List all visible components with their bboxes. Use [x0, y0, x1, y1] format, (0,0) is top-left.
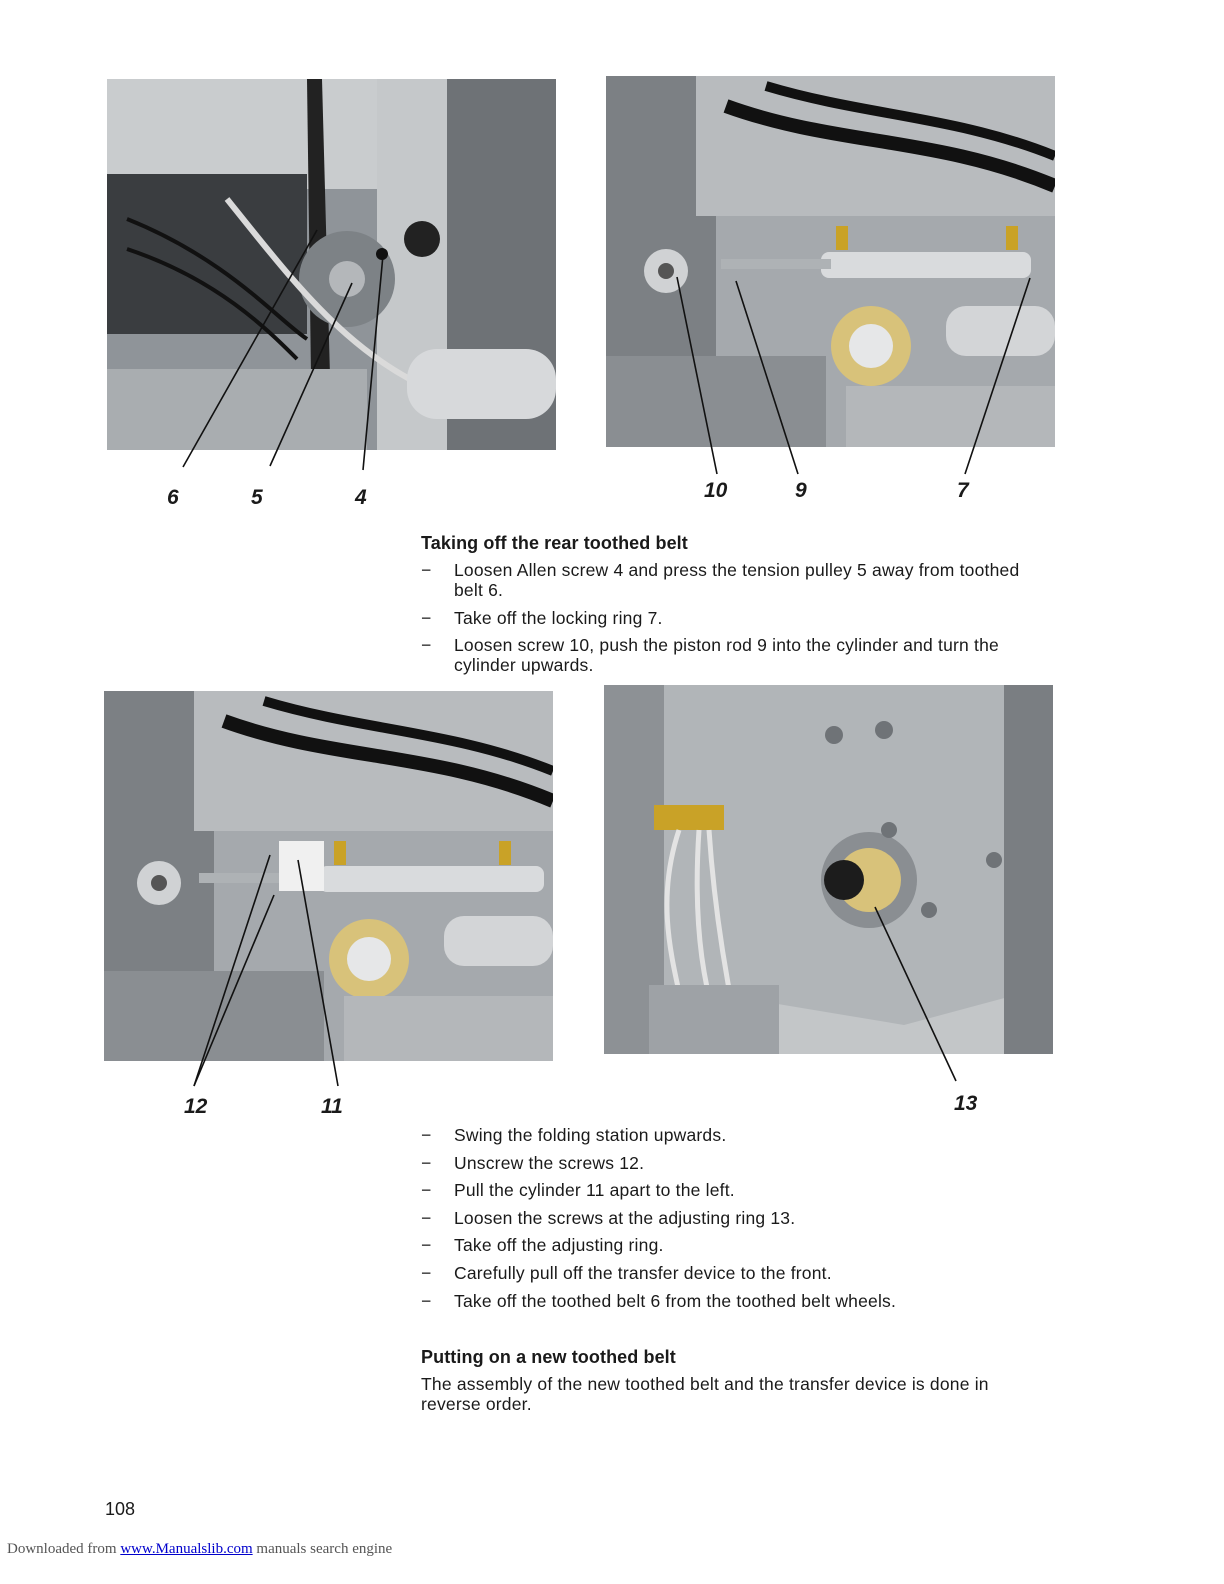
section-taking-off-belt: [421, 533, 1051, 683]
photo-adjusting-ring: [604, 685, 1053, 1054]
callout-13: 13: [954, 1092, 978, 1115]
section-heading: Taking off the rear toothed belt: [421, 533, 688, 553]
list-item: − Take off the locking ring 7.: [421, 608, 1051, 628]
page-number: 108: [105, 1499, 136, 1519]
list-item: − Loosen Allen screw 4 and press the tension pulley 5 away from toothed belt 6.: [421, 560, 1051, 600]
list-item: − Pull the cylinder 11 apart to the left.: [421, 1180, 1051, 1200]
callout-6: 6: [167, 486, 179, 509]
download-footer: [7, 1541, 392, 1558]
section-heading: Putting on a new toothed belt: [421, 1347, 676, 1367]
callout-5: 5: [251, 486, 263, 509]
list-item: − Take off the adjusting ring.: [421, 1235, 1051, 1255]
list-item: − Loosen screw 10, push the piston rod 9 into the cylinder and turn the cylinder upwards.: [421, 635, 1051, 675]
steps-list: [421, 560, 1051, 675]
photo-tension-pulley: [107, 79, 556, 450]
photo-cylinder-locking-ring: [606, 76, 1055, 447]
callout-10: 10: [704, 479, 728, 502]
list-item: − Loosen the screws at the adjusting ring 13.: [421, 1208, 1051, 1228]
footer-suffix: manuals search engine: [252, 1541, 393, 1557]
callout-7: 7: [957, 479, 969, 502]
section-removal-steps: [421, 1125, 1051, 1318]
callout-12: 12: [184, 1095, 208, 1118]
photo-screws-cylinder: [104, 691, 553, 1061]
section-paragraph: The assembly of the new toothed belt and the transfer device is done in reverse order.: [421, 1374, 989, 1414]
section-putting-on-belt: [421, 1347, 1051, 1414]
manualslib-link[interactable]: www.Manualslib.com: [120, 1541, 253, 1557]
callout-4: 4: [355, 486, 367, 509]
callout-9: 9: [795, 479, 807, 502]
callout-11: 11: [321, 1095, 343, 1118]
list-item: − Carefully pull off the transfer device to the front.: [421, 1263, 1051, 1283]
list-item: − Swing the folding station upwards.: [421, 1125, 1051, 1145]
list-item: − Unscrew the screws 12.: [421, 1153, 1051, 1173]
list-item: − Take off the toothed belt 6 from the toothed belt wheels.: [421, 1291, 1051, 1311]
footer-prefix: Downloaded from: [7, 1541, 121, 1557]
steps-list: [421, 1125, 1051, 1311]
